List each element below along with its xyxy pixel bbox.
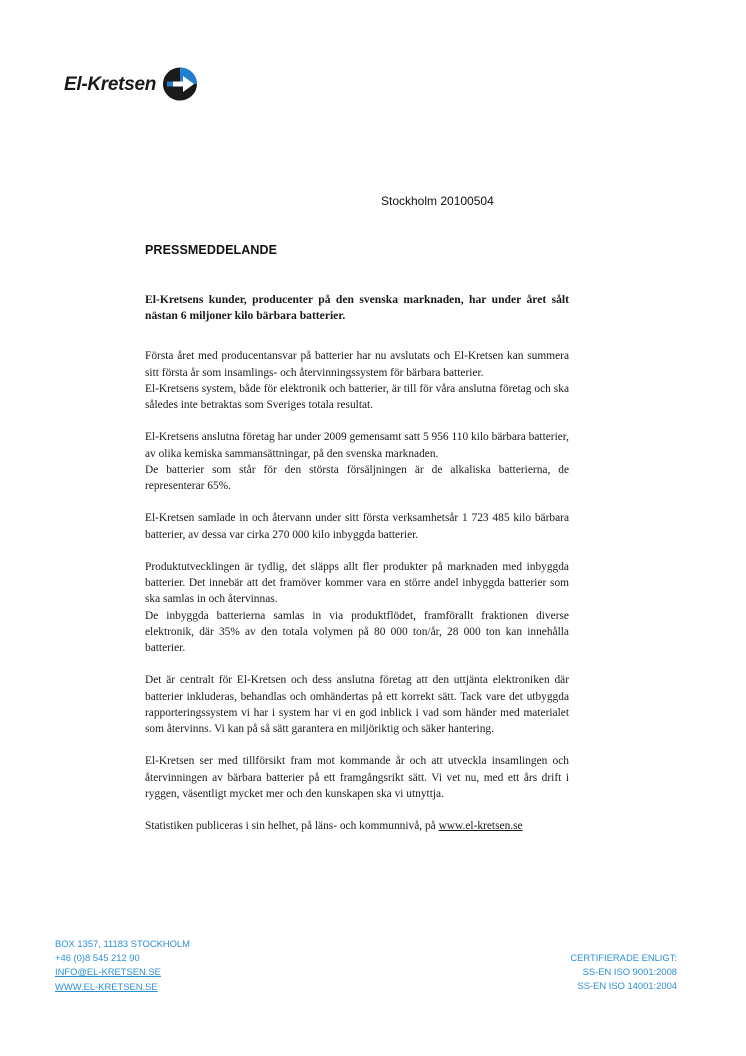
dateline: Stockholm 20100504 [381, 194, 494, 208]
footer-certification [570, 951, 677, 994]
closing-text: Statistiken publiceras i sin helhet, på läns- och kommunnivå, på [145, 820, 439, 833]
footer-email-link[interactable]: INFO@EL-KRETSEN.SE [55, 966, 161, 978]
logo-text: El-Kretsen [64, 73, 157, 95]
paragraph-line: Första året med producentansvar på batterier har nu avslutats och El-Kretsen kan summera sitt första år som insamlings- och återvinningssystem för bärbara batterier. [145, 350, 569, 379]
paragraph-2 [145, 429, 569, 494]
paragraph-6 [145, 753, 569, 802]
paragraph-line: Det är centralt för El-Kretsen och dess anslutna företag att den uttjänta elektroniken där batterier inkluderas, behandlas och omhändertas på ett korrekt sätt. Tack vare det utbyggda rapporteringssystem vi har i system har vi en god inblick i vad som händer med materialet som återvinns. Vi kan på så sätt garantera en miljöriktig och säker hantering. [145, 674, 569, 736]
paragraph-1 [145, 348, 569, 413]
logo-arrow-icon [161, 66, 199, 102]
paragraph-4 [145, 559, 569, 656]
press-release-body [145, 292, 569, 851]
paragraph-5 [145, 672, 569, 737]
cert-iso-9001: SS-EN ISO 9001:2008 [582, 966, 677, 978]
paragraph-line: El-Kretsens system, både för elektronik och batterier, är till för våra anslutna företag och ska således inte betraktas som Sveriges totala resultat. [145, 382, 569, 412]
footer-address: BOX 1357, 11183 STOCKHOLM [55, 938, 190, 949]
footer-contact [55, 937, 190, 994]
paragraph-line: El-Kretsens anslutna företag har under 2009 gemensamt satt 5 956 110 kilo bärbara batterier, av olika kemiska sammansättningar, på den svenska marknaden. [145, 431, 569, 460]
paragraph-line: De inbyggda batterierna samlas in via produktflödet, framförallt fraktionen diverse elektronik, där 35% av den totala volymen på 80 000 ton/år, 28 000 ton kan innehålla batterier. [145, 609, 569, 655]
page-title: PRESSMEDDELANDE [145, 243, 278, 257]
closing-paragraph [145, 818, 569, 834]
paragraph-line: El-Kretsen samlade in och återvann under sitt första verksamhetsår 1 723 485 kilo bärbara batterier, av dessa var cirka 270 000 kilo inbyggda batterier. [145, 512, 569, 541]
cert-title: CERTIFIERADE ENLIGT: [570, 952, 677, 963]
cert-iso-14001: SS-EN ISO 14001:2004 [577, 980, 677, 992]
paragraph-line: De batterier som står för den största försäljningen är de alkaliska batterierna, de representerar 65%. [145, 463, 569, 493]
logo [64, 66, 199, 102]
paragraph-line: Produktutvecklingen är tydlig, det släpps allt fler produkter på marknaden med inbyggda batterier. Det innebär att det framöver kommer vara en större andel inbyggda batterier som ska samlas in och återvinnas. [145, 561, 569, 606]
website-link[interactable]: www.el-kretsen.se [438, 820, 523, 833]
lead-paragraph: El-Kretsens kunder, producenter på den svenska marknaden, har under året sålt nästan 6 miljoner kilo bärbara batterier. [145, 293, 569, 323]
footer-phone: +46 (0)8 545 212 90 [55, 952, 140, 964]
footer-web-link[interactable]: WWW.EL-KRETSEN.SE [55, 980, 158, 992]
paragraph-3 [145, 510, 569, 542]
paragraph-line: El-Kretsen ser med tillförsikt fram mot kommande år och att utveckla insamlingen och återvinningen av bärbara batterier på ett framgångsrikt sätt. Vi vet nu, med ett års drift i ryggen, väsentligt mycket mer och den kunskapen ska vi utnyttja. [145, 755, 569, 800]
